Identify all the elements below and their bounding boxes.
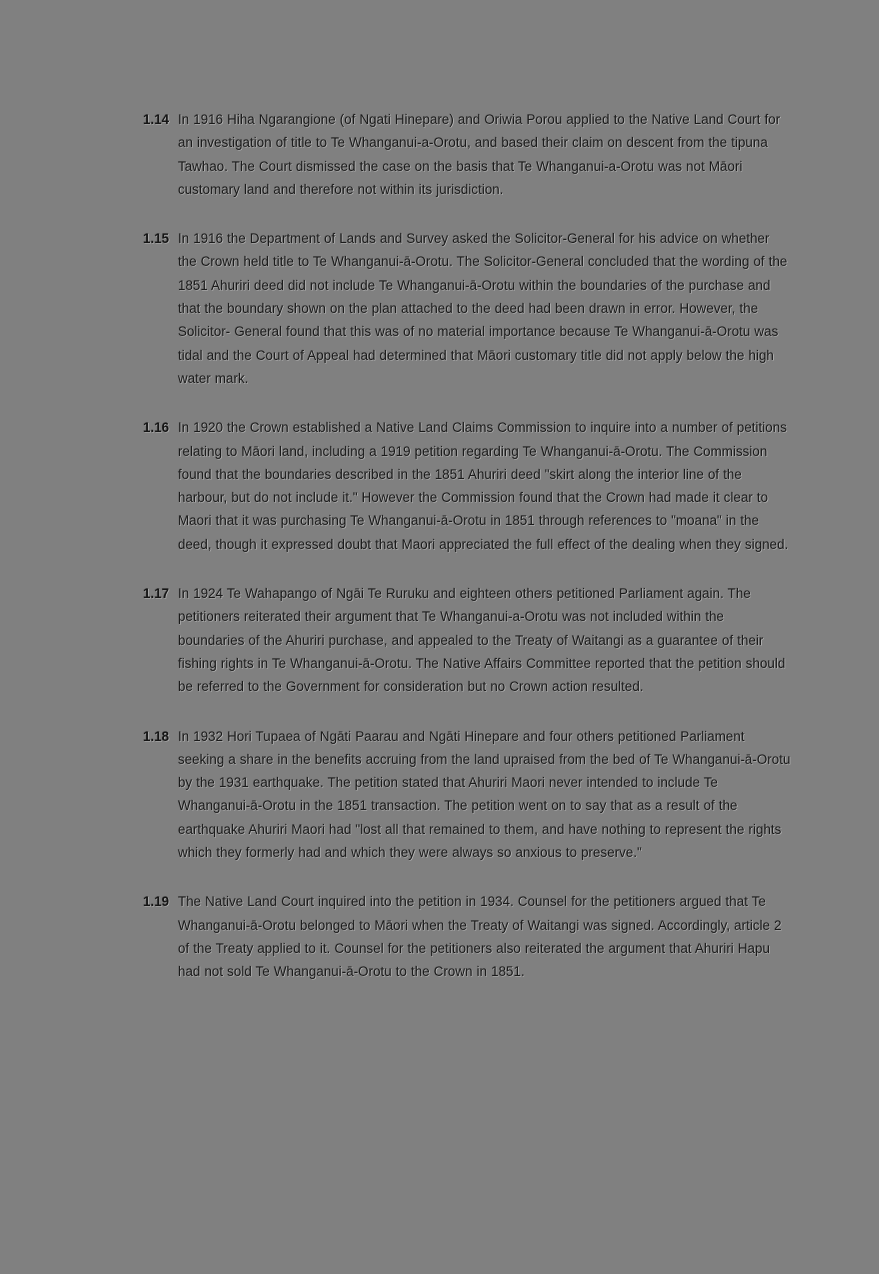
paragraph-number: 1.14 xyxy=(143,112,170,127)
paragraph-text: In 1916 Hiha Ngarangione (of Ngati Hinepare) and Oriwia Porou applied to the Native Land Court for an investigation of title to Te Whanganui-a-Orotu, and based their claim on descent from the tipuna Tawhao. The Court dismissed the case on the basis that Te Whanganui-a-Orotu was not Māori customary land and therefore not within its jurisdiction. xyxy=(178,112,781,197)
paragraph-number: 1.15 xyxy=(143,231,170,247)
numbered-paragraph xyxy=(143,890,791,983)
paragraph-number: 1.16 xyxy=(143,420,170,436)
paragraph-text: In 1932 Hori Tupaea of Ngāti Paarau and Ngāti Hinepare and four others petitioned Parliament seeking a share in the benefits accruing from the land upraised from the bed of Te Whanganui-ā-Orotu by the 1931 earthquake. The petition stated that Ahuriri Maori never intended to include Te Whanganui-ā-Orotu in the 1851 transaction. The petition went on to say that as a result of the earthquake Ahuriri Maori had "lost all that remained to them, and have nothing to represent the rights which they formerly had and which they were always so anxious to preserve." xyxy=(178,728,791,861)
paragraph-number: 1.19 xyxy=(143,894,170,910)
numbered-paragraph xyxy=(143,227,791,390)
numbered-paragraph xyxy=(143,108,791,201)
document-body xyxy=(143,108,791,984)
numbered-paragraph xyxy=(143,416,791,556)
paragraph-text: In 1920 the Crown established a Native Land Claims Commission to inquire into a number of petitions relating to Māori land, including a 1919 petition regarding Te Whanganui-ā-Orotu. The Commission found that the boundaries described in the 1851 Ahuriri deed "skirt along the interior line of the harbour, but do not include it." However the Commission found that the Crown had made it clear to Maori that it was purchasing Te Whanganui-ā-Orotu in 1851 through references to "moana" in the deed, though it expressed doubt that Maori appreciated the full effect of the dealing when they signed. xyxy=(178,420,789,552)
numbered-paragraph xyxy=(143,725,791,865)
paragraph-text: In 1916 the Department of Lands and Survey asked the Solicitor-General for his advice on whether the Crown held title to Te Whanganui-ā-Orotu. The Solicitor-General concluded that the wording of the 1851 Ahuriri deed did not include Te Whanganui-ā-Orotu within the boundaries of the purchase and that the boundary shown on the plan attached to the deed had been drawn in error. However, the Solicitor- General found that this was of no material importance because Te Whanganui-ā-Orotu was tidal and the Court of Appeal had determined that Māori customary title did not apply below the high water mark. xyxy=(178,231,788,386)
paragraph-text: In 1924 Te Wahapango of Ngāi Te Ruruku and eighteen others petitioned Parliament again. The petitioners reiterated their argument that Te Whanganui-a-Orotu was not included within the boundaries of the Ahuriri purchase, and appealed to the Treaty of Waitangi as a guarantee of their fishing rights in Te Whanganui-ā-Orotu. The Native Affairs Committee reported that the petition should be referred to the Government for consideration but no Crown action resulted. xyxy=(178,586,786,695)
paragraph-number: 1.17 xyxy=(143,586,170,602)
paragraph-text: The Native Land Court inquired into the petition in 1934. Counsel for the petitioners argued that Te Whanganui-ā-Orotu belonged to Māori when the Treaty of Waitangi was signed. Accordingly, article 2 of the Treaty applied to it. Counsel for the petitioners also reiterated the argument that Ahuriri Hapu had not sold Te Whanganui-ā-Orotu to the Crown in 1851. xyxy=(178,894,782,980)
paragraph-number: 1.18 xyxy=(143,728,170,744)
numbered-paragraph xyxy=(143,582,791,698)
